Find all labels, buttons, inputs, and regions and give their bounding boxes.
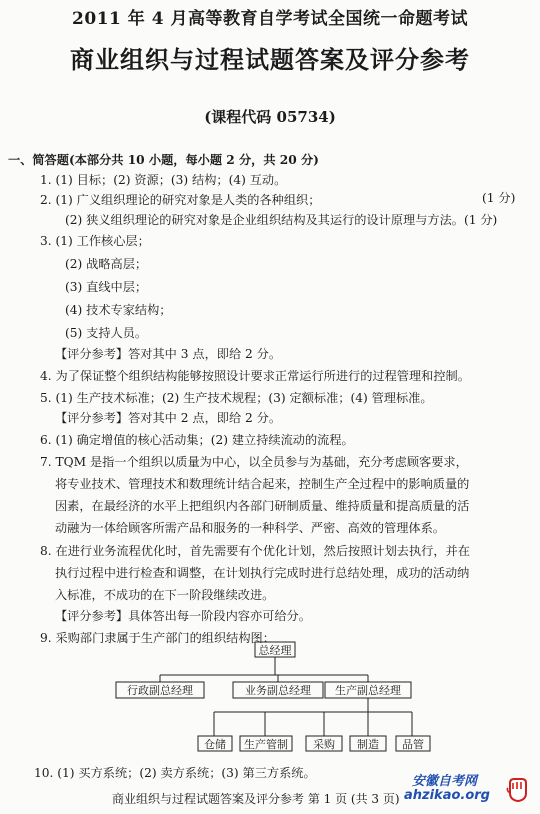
answer-7-line2: 将专业技术、管理技术和数理统计结合起来，控制生产全过程中的影响质量的 <box>55 477 470 491</box>
fist-hand-icon <box>504 774 530 804</box>
answer-3-part2: (2) 战略高层； <box>65 257 148 271</box>
org-level3-warehouse: 仓储 <box>204 738 226 751</box>
answer-8-scoring: 【评分参考】具体答出每一阶段内容亦可给分。 <box>55 609 311 623</box>
answer-7-line1: 7. TQM 是指一个组织以质量为中心，以全员参与为基础，充分考虑顾客要求， <box>40 455 468 469</box>
page-footer: 商业组织与过程试题答案及评分参考 第 1 页 (共 3 页) <box>112 792 400 806</box>
site-watermark <box>398 768 540 812</box>
org-level3-manufacturing: 制造 <box>357 738 379 751</box>
answer-9: 9. 采购部门隶属于生产部门的组织结构图： <box>40 631 275 645</box>
org-level3-purchasing: 采购 <box>313 738 335 751</box>
answer-8-line3: 入标准，不成功的在下一阶段继续改进。 <box>55 588 275 602</box>
answer-5: 5. (1) 生产技术标准；(2) 生产技术规程；(3) 定额标准；(4) 管理标准。 <box>40 391 433 405</box>
answer-3-part5: (5) 支持人员。 <box>65 326 148 340</box>
section-heading <box>8 152 319 168</box>
answer-3-part3: (3) 直线中层； <box>65 280 148 294</box>
answer-10: 10. (1) 买方系统；(2) 卖方系统；(3) 第三方系统。 <box>34 766 316 780</box>
section-note: (本部分共 10 小题，每小题 2 分，共 20 分) <box>68 153 319 167</box>
answer-7-line3: 因素，在最经济的水平上把组织内各部门研制质量、维持质量和提高质量的活 <box>55 499 470 513</box>
org-level2-business: 业务副总经理 <box>245 684 311 697</box>
course-code: (课程代码 05734) <box>204 108 336 126</box>
answer-7-line4: 动融为一体给顾客所需产品和服务的一种科学、严密、高效的管理体系。 <box>55 521 445 535</box>
answer-8-line1: 8. 在进行业务流程优化时，首先需要有个优化计划，然后按照计划去执行，并在 <box>40 544 470 558</box>
org-level3-quality: 品管 <box>402 738 424 751</box>
org-root-label: 总经理 <box>258 644 292 657</box>
answer-8-line2: 执行过程中进行检查和调整，在计划执行完成时进行总结处理，成功的活动纳 <box>55 566 470 580</box>
org-level2-admin: 行政副总经理 <box>127 684 193 697</box>
answer-3-part1: 3. (1) 工作核心层； <box>40 234 150 248</box>
answer-3-scoring: 【评分参考】答对其中 3 点，即给 2 分。 <box>55 347 282 361</box>
watermark-name: 安徽自考网 <box>412 774 478 789</box>
org-level3-production-control: 生产管制 <box>244 738 288 751</box>
exam-title: 2011 年 4 月高等教育自学考试全国统一命题考试 <box>72 9 468 29</box>
answer-2-part2: (2) 狭义组织理论的研究对象是企业组织结构及其运行的设计原理与方法。(1 分) <box>65 213 498 227</box>
answer-6: 6. (1) 确定增值的核心活动集；(2) 建立持续流动的流程。 <box>40 433 354 447</box>
watermark-url: ahzikao.org <box>404 788 490 803</box>
org-level2-production: 生产副总经理 <box>335 684 401 697</box>
answer-5-scoring: 【评分参考】答对其中 2 点，即给 2 分。 <box>55 411 282 425</box>
answer-2-part1-score: (1 分) <box>482 191 516 205</box>
document-title: 商业组织与过程试题答案及评分参考 <box>70 45 470 74</box>
org-chart <box>0 630 540 760</box>
section-title: 一、简答题 <box>8 153 69 167</box>
answer-2-part1: 2. (1) 广义组织理论的研究对象是人类的各种组织； <box>40 193 321 207</box>
answer-4: 4. 为了保证整个组织结构能够按照设计要求正常运行所进行的过程管理和控制。 <box>40 369 470 383</box>
answer-3-part4: (4) 技术专家结构； <box>65 303 172 317</box>
answer-1: 1. (1) 目标；(2) 资源；(3) 结构；(4) 互动。 <box>40 173 287 187</box>
